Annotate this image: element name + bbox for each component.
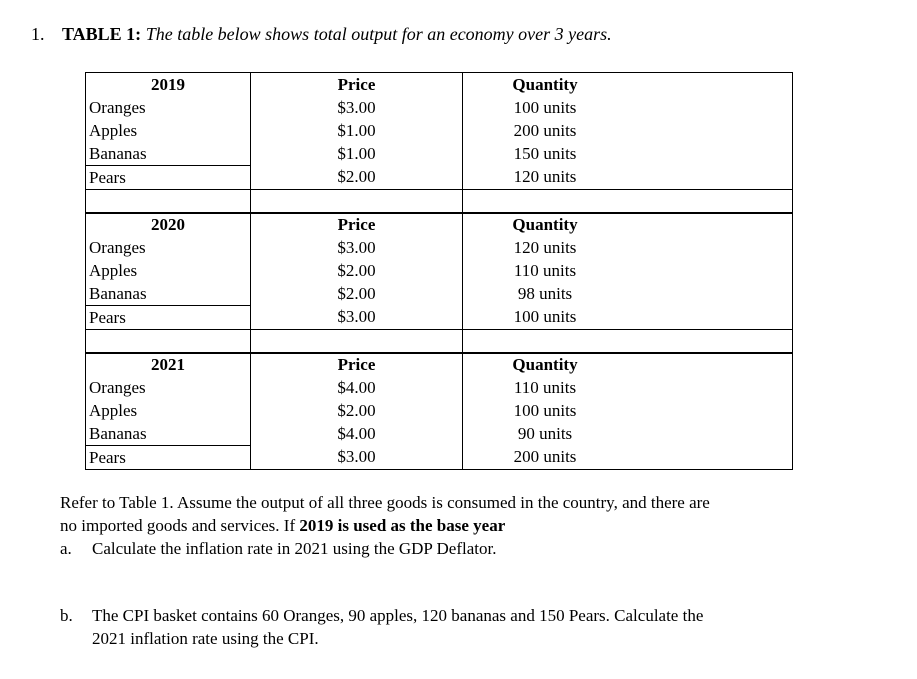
item-name: Apples [89, 261, 138, 280]
part-b-label: b. [60, 606, 73, 625]
price-value: $3.00 [337, 307, 376, 326]
item-name: Apples [89, 121, 138, 140]
quantity-value: 200 units [513, 447, 577, 466]
paragraph-line-1: Refer to Table 1. Assume the output of all three goods is consumed in the country, and there are [60, 493, 710, 512]
price-value: $1.00 [337, 144, 376, 163]
item-name: Oranges [89, 238, 146, 257]
table-spacer-row [86, 330, 793, 354]
quantity-value: 110 units [513, 261, 577, 280]
price-value: $2.00 [337, 284, 376, 303]
item-name: Pears [89, 448, 126, 467]
quantity-header: Quantity [512, 75, 578, 94]
output-table-2019 [85, 72, 793, 214]
quantity-value: 120 units [513, 238, 577, 257]
item-name: Bananas [89, 284, 147, 303]
table-row [86, 213, 793, 306]
part-b-text-line-1: The CPI basket contains 60 Oranges, 90 apples, 120 bananas and 150 Pears. Calculate the [92, 606, 704, 625]
item-name: Apples [89, 401, 138, 420]
item-name: Bananas [89, 144, 147, 163]
quantity-value: 90 units [517, 424, 573, 443]
base-year-emphasis: 2019 is used as the base year [299, 516, 506, 535]
quantity-value: 150 units [513, 144, 577, 163]
table-row [86, 73, 793, 166]
part-b-text-line-2: 2021 inflation rate using the CPI. [92, 629, 319, 648]
quantity-value: 98 units [517, 284, 573, 303]
table-row [86, 353, 793, 446]
price-value: $3.00 [337, 238, 376, 257]
output-table-2020 [85, 212, 793, 354]
quantity-value: 110 units [513, 378, 577, 397]
paragraph-line-2: no imported goods and services. If 2019 is used as the base year [60, 516, 506, 535]
item-name: Oranges [89, 378, 146, 397]
price-value: $2.00 [337, 401, 376, 420]
price-header: Price [337, 215, 376, 234]
year-header: 2019 [151, 75, 185, 94]
item-name: Pears [89, 168, 126, 187]
part-a [60, 537, 497, 560]
price-value: $3.00 [337, 98, 376, 117]
table-spacer-row [86, 190, 793, 214]
part-a-label: a. [60, 539, 72, 558]
item-name: Oranges [89, 98, 146, 117]
quantity-value: 120 units [513, 167, 577, 186]
price-value: $4.00 [337, 424, 376, 443]
part-a-text: Calculate the inflation rate in 2021 using the GDP Deflator. [92, 539, 497, 558]
year-header: 2021 [151, 355, 185, 374]
price-value: $3.00 [337, 447, 376, 466]
question-number: 1. [31, 24, 45, 44]
quantity-value: 100 units [513, 401, 577, 420]
part-b [60, 604, 704, 648]
price-value: $2.00 [337, 167, 376, 186]
price-header: Price [337, 355, 376, 374]
quantity-header: Quantity [512, 215, 578, 234]
quantity-value: 200 units [513, 121, 577, 140]
price-header: Price [337, 75, 376, 94]
table-caption: The table below shows total output for an economy over 3 years. [145, 24, 612, 44]
table-label: TABLE 1: [62, 24, 142, 44]
item-name: Bananas [89, 424, 147, 443]
output-table-2021 [85, 352, 793, 470]
item-name: Pears [89, 308, 126, 327]
quantity-value: 100 units [513, 307, 577, 326]
price-value: $1.00 [337, 121, 376, 140]
price-value: $4.00 [337, 378, 376, 397]
question-title [31, 24, 612, 45]
price-value: $2.00 [337, 261, 376, 280]
question-paragraph [60, 491, 710, 537]
quantity-header: Quantity [512, 355, 578, 374]
year-header: 2020 [151, 215, 185, 234]
quantity-value: 100 units [513, 98, 577, 117]
